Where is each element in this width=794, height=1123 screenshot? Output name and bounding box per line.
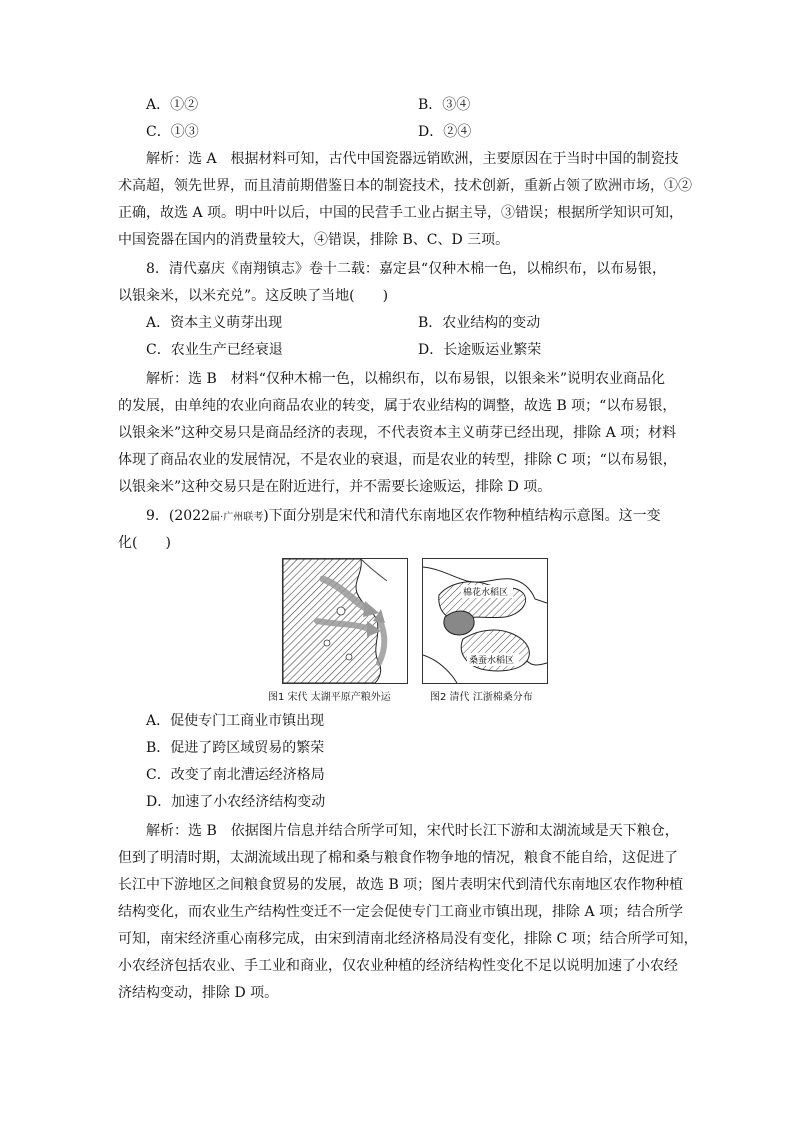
q7-option-b: B．③④ xyxy=(418,97,471,113)
mulberry-rice-label: 桑蚕水稻区 xyxy=(469,656,515,666)
q9-analysis-line: 结构变化，而农业生产结构性变迁不一定会促使专门工商业市镇出现，排除 A 项；结合所学 xyxy=(118,904,684,920)
figure1-caption: 图1 宋代 太湖平原产粮外运 xyxy=(268,692,391,703)
q9-year: (2022 xyxy=(168,508,211,524)
q9-stem-rest: )下面分别是宋代和清代东南地区农作物种植结构示意图。这一变 xyxy=(263,508,661,524)
q7-analysis-line: 解析：选 A 根据材料可知，古代中国瓷器远销欧洲，主要原因在于当时中国的制瓷技 xyxy=(146,151,679,167)
q7-option-c: C．①③ xyxy=(146,124,199,140)
qing-map-graphic xyxy=(423,559,547,683)
q9-number: 9． xyxy=(146,508,169,524)
q9-option-a: A．促使专门工商业市镇出现 xyxy=(146,713,325,729)
q9-option-d: D．加速了小农经济结构变动 xyxy=(146,794,326,810)
q9-stem-line: 化( ) xyxy=(118,535,171,551)
q9-analysis-line: 但到了明清时期，太湖流域出现了棉和桑与粮食作物争地的情况，粮食不能自给，这促进了 xyxy=(118,850,678,866)
song-map-graphic xyxy=(283,559,407,683)
song-map-figure xyxy=(282,558,408,684)
q8-option-a: A．资本主义萌芽出现 xyxy=(146,315,283,331)
q9-figure xyxy=(264,558,554,708)
q9-source-tag: 届·广州联考 xyxy=(210,512,264,523)
q7-analysis-line: 中国瓷器在国内的消费量较大，④错误，排除 B、C、D 三项。 xyxy=(118,232,510,248)
q8-option-c: C．农业生产已经衰退 xyxy=(146,342,283,358)
q7-analysis-line: 正确，故选 A 项。明中叶以后，中国的民营手工业占据主导，③错误；根据所学知识可知， xyxy=(118,205,684,221)
cotton-rice-label: 棉花水稻区 xyxy=(463,588,509,598)
q8-analysis-line: 以银籴米”这种交易只是在附近进行，并不需要长途贩运，排除 D 项。 xyxy=(118,479,552,495)
q7-option-d: D．②④ xyxy=(418,124,472,140)
q8-stem-line: 8．清代嘉庆《南翔镇志》卷十二载：嘉定县“仅种木棉一色，以棉织布，以布易银， xyxy=(146,261,667,277)
q8-analysis-line: 体现了商品农业的发展情况，不是农业的衰退，而是农业的转型，排除 C 项；“以布易银， xyxy=(118,452,677,468)
q9-analysis-line: 小农经济包括农业、手工业和商业，仅农业种植的经济结构性变化不足以说明加速了小农经 xyxy=(118,958,678,974)
q8-analysis-line: 以银籴米”这种交易只是商品经济的表现，不代表资本主义萌芽已经出现，排除 A 项；材料 xyxy=(118,425,677,441)
q9-analysis-line: 解析：选 B 依据图片信息并结合所学可知，宋代时长江下游和太湖流域是天下粮仓， xyxy=(146,823,679,839)
q9-option-b: B．促进了跨区域贸易的繁荣 xyxy=(146,740,325,756)
qing-map-figure xyxy=(422,558,548,684)
q8-option-d: D．长途贩运业繁荣 xyxy=(418,342,542,358)
q9-option-c: C．改变了南北漕运经济格局 xyxy=(146,767,325,783)
q9-analysis-line: 长江中下游地区之间粮食贸易的发展，故选 B 项；图片表明宋代到清代东南地区农作物种植 xyxy=(118,877,684,893)
q8-analysis-line: 的发展，由单纯的农业向商品农业的转变，属于农业结构的调整，故选 B 项；“以布易银， xyxy=(118,398,677,414)
figure2-caption: 图2 清代 江浙棉桑分布 xyxy=(430,692,533,703)
q7-analysis-line: 术高超，领先世界，而且清前期借鉴日本的制瓷技术，技术创新，重新占领了欧洲市场，①② xyxy=(118,178,692,194)
q8-stem-line: 以银籴米，以米充兑”。这反映了当地( ) xyxy=(118,288,389,304)
q9-stem-line xyxy=(146,503,706,530)
q9-analysis-line: 济结构变动，排除 D 项。 xyxy=(118,985,279,1001)
q9-analysis-line: 可知，南宋经济重心南移完成，由宋到清南北经济格局没有变化，排除 C 项；结合所学可知， xyxy=(118,931,698,947)
q7-option-a: A．①② xyxy=(146,97,199,113)
q8-analysis-line: 解析：选 B 材料“仅种木棉一色，以棉织布，以布易银，以银籴米”说明农业商品化 xyxy=(146,371,666,387)
q8-option-b: B．农业结构的变动 xyxy=(418,315,541,331)
